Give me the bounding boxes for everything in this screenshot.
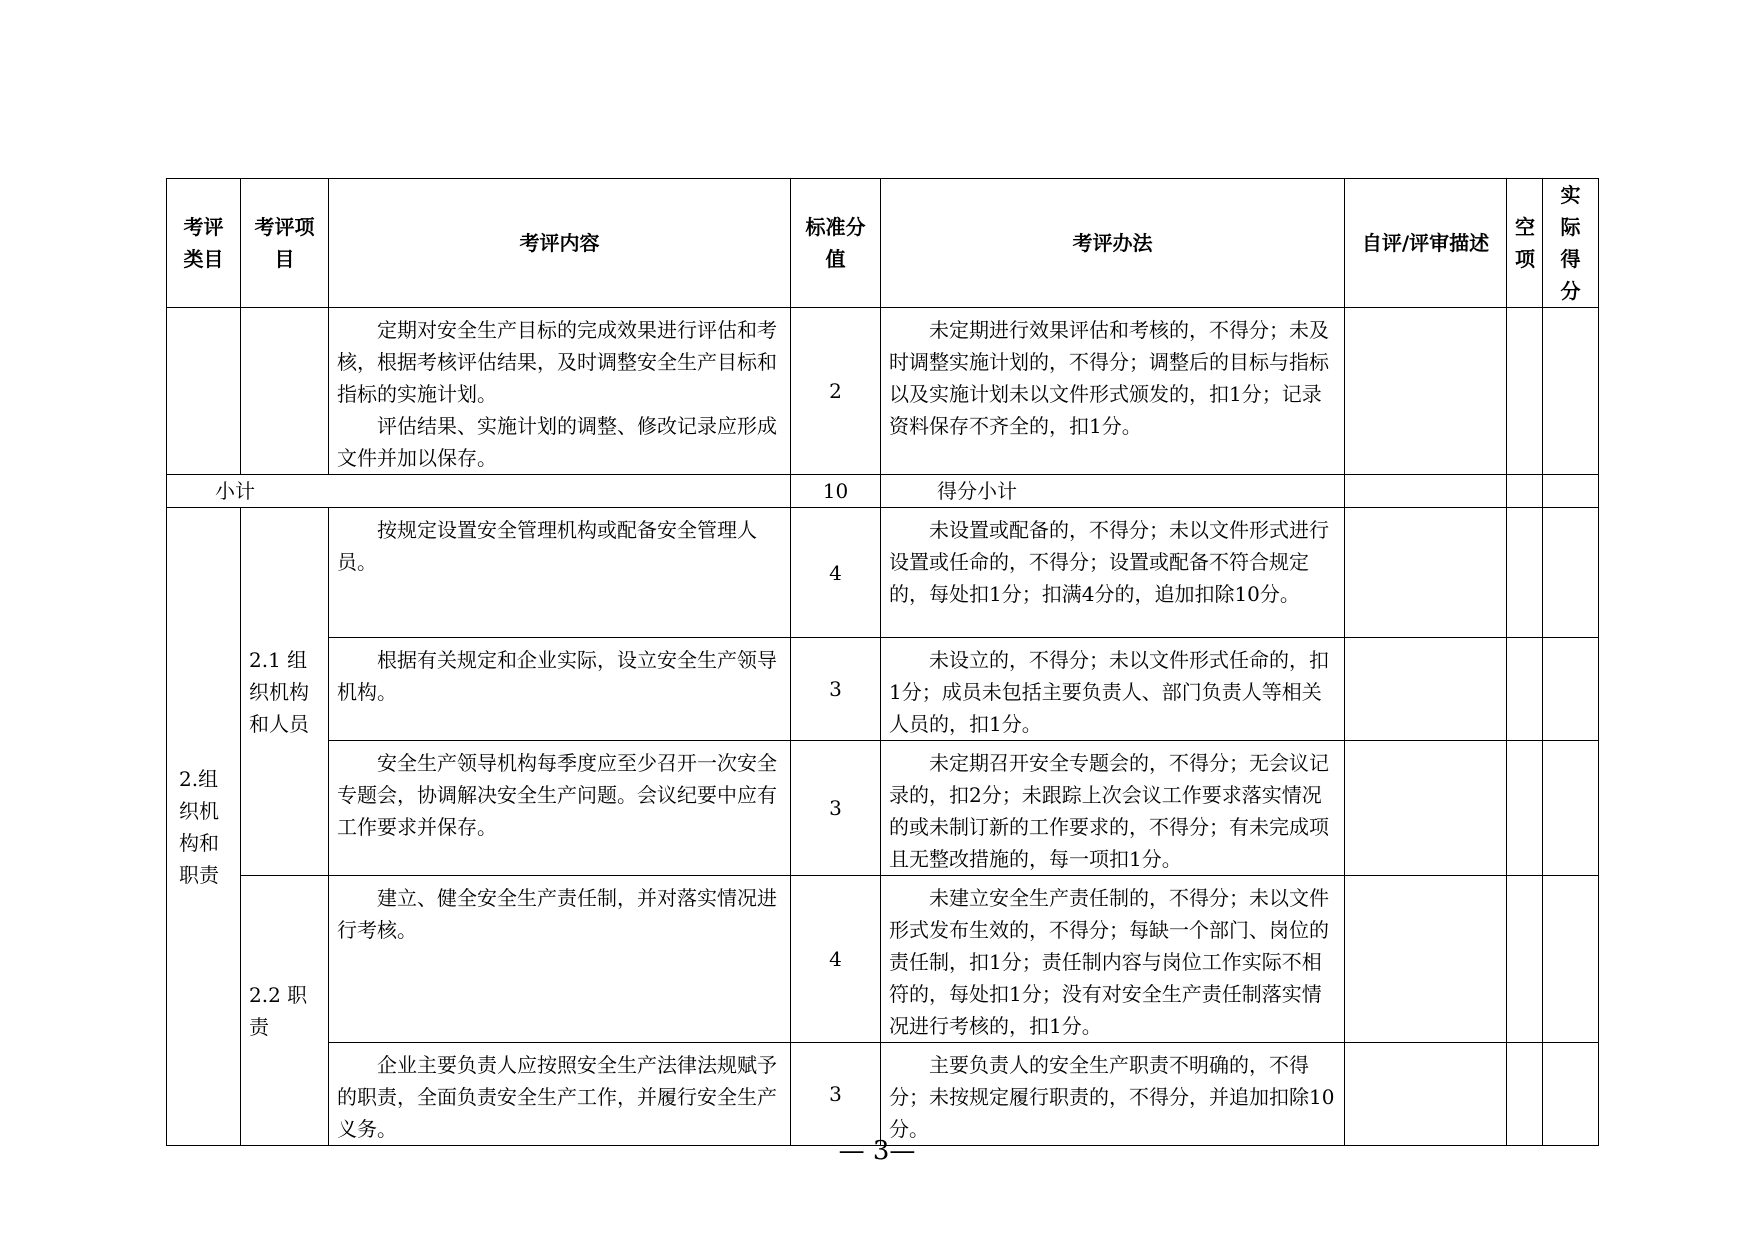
empty-cell	[1507, 741, 1543, 876]
self-eval-cell	[1345, 508, 1507, 638]
self-eval-cell	[1345, 876, 1507, 1043]
score-cell: 4	[791, 508, 881, 638]
method-cell: 主要负责人的安全生产职责不明确的，不得分；未按规定履行职责的，不得分，并追加扣除10分。	[881, 1043, 1345, 1146]
self-eval-cell	[1345, 1043, 1507, 1146]
content-cell: 企业主要负责人应按照安全生产法律法规赋予的职责，全面负责安全生产工作，并履行安全生产义务。	[329, 1043, 791, 1146]
content-cell: 根据有关规定和企业实际，设立安全生产领导机构。	[329, 638, 791, 741]
content-cell	[329, 308, 791, 475]
evaluation-table	[166, 178, 1599, 1146]
subtotal-label: 小计	[167, 475, 791, 508]
item-name: 2.2 职责	[241, 876, 329, 1146]
header-actual: 实际得分	[1543, 179, 1599, 308]
actual-score-cell	[1543, 475, 1599, 508]
self-eval-cell	[1345, 741, 1507, 876]
header-empty: 空项	[1507, 179, 1543, 308]
score-cell: 3	[791, 1043, 881, 1146]
content-cell: 安全生产领导机构每季度应至少召开一次安全专题会，协调解决安全生产问题。会议纪要中应有工作要求并保存。	[329, 741, 791, 876]
actual-score-cell	[1543, 508, 1599, 638]
method-cell: 未定期进行效果评估和考核的，不得分；未及时调整实施计划的，不得分；调整后的目标与指标以及实施计划未以文件形式颁发的，扣1分；记录资料保存不齐全的，扣1分。	[881, 308, 1345, 475]
method-cell: 未建立安全生产责任制的，不得分；未以文件形式发布生效的，不得分；每缺一个部门、岗位的责任制，扣1分；责任制内容与岗位工作实际不相符的，每处扣1分；没有对安全生产责任制落实情况进行考核的，扣1分。	[881, 876, 1345, 1043]
item-name: 2.1 组织机构和人员	[241, 508, 329, 876]
header-content: 考评内容	[329, 179, 791, 308]
category-name: 2.组织机构和职责	[167, 508, 241, 1146]
category-cell-empty	[167, 308, 241, 475]
subtotal-score: 10	[791, 475, 881, 508]
self-eval-cell	[1345, 638, 1507, 741]
empty-cell	[1507, 508, 1543, 638]
actual-score-cell	[1543, 876, 1599, 1043]
self-eval-cell	[1345, 475, 1507, 508]
score-cell: 4	[791, 876, 881, 1043]
table-row	[167, 508, 1599, 638]
header-item: 考评项目	[241, 179, 329, 308]
actual-score-cell	[1543, 308, 1599, 475]
table-row	[167, 308, 1599, 475]
table-row	[167, 638, 1599, 741]
subtotal-row	[167, 475, 1599, 508]
empty-cell	[1507, 308, 1543, 475]
method-cell: 未设立的，不得分；未以文件形式任命的，扣1分；成员未包括主要负责人、部门负责人等相关人员的，扣1分。	[881, 638, 1345, 741]
page-number: — 3—	[838, 1136, 916, 1166]
content-paragraph: 定期对安全生产目标的完成效果进行评估和考核，根据考核评估结果，及时调整安全生产目标和指标的实施计划。	[337, 318, 777, 406]
score-cell: 2	[791, 308, 881, 475]
score-subtotal-label: 得分小计	[881, 475, 1345, 508]
header-category: 考评类目	[167, 179, 241, 308]
method-cell: 未设置或配备的，不得分；未以文件形式进行设置或任命的，不得分；设置或配备不符合规定的，每处扣1分；扣满4分的，追加扣除10分。	[881, 508, 1345, 638]
empty-cell	[1507, 876, 1543, 1043]
actual-score-cell	[1543, 1043, 1599, 1146]
method-cell: 未定期召开安全专题会的，不得分；无会议记录的，扣2分；未跟踪上次会议工作要求落实情况的或未制订新的工作要求的，不得分；有未完成项且无整改措施的，每一项扣1分。	[881, 741, 1345, 876]
content-paragraph: 评估结果、实施计划的调整、修改记录应形成文件并加以保存。	[337, 414, 777, 470]
header-method: 考评办法	[881, 179, 1345, 308]
actual-score-cell	[1543, 741, 1599, 876]
table-row	[167, 741, 1599, 876]
self-eval-cell	[1345, 308, 1507, 475]
empty-cell	[1507, 1043, 1543, 1146]
header-row	[167, 179, 1599, 308]
header-self-eval: 自评/评审描述	[1345, 179, 1507, 308]
table-row	[167, 1043, 1599, 1146]
content-cell: 建立、健全安全生产责任制，并对落实情况进行考核。	[329, 876, 791, 1043]
empty-cell	[1507, 475, 1543, 508]
score-cell: 3	[791, 741, 881, 876]
score-cell: 3	[791, 638, 881, 741]
empty-cell	[1507, 638, 1543, 741]
actual-score-cell	[1543, 638, 1599, 741]
header-score: 标准分值	[791, 179, 881, 308]
content-cell: 按规定设置安全管理机构或配备安全管理人员。	[329, 508, 791, 638]
item-cell-empty	[241, 308, 329, 475]
table-row	[167, 876, 1599, 1043]
